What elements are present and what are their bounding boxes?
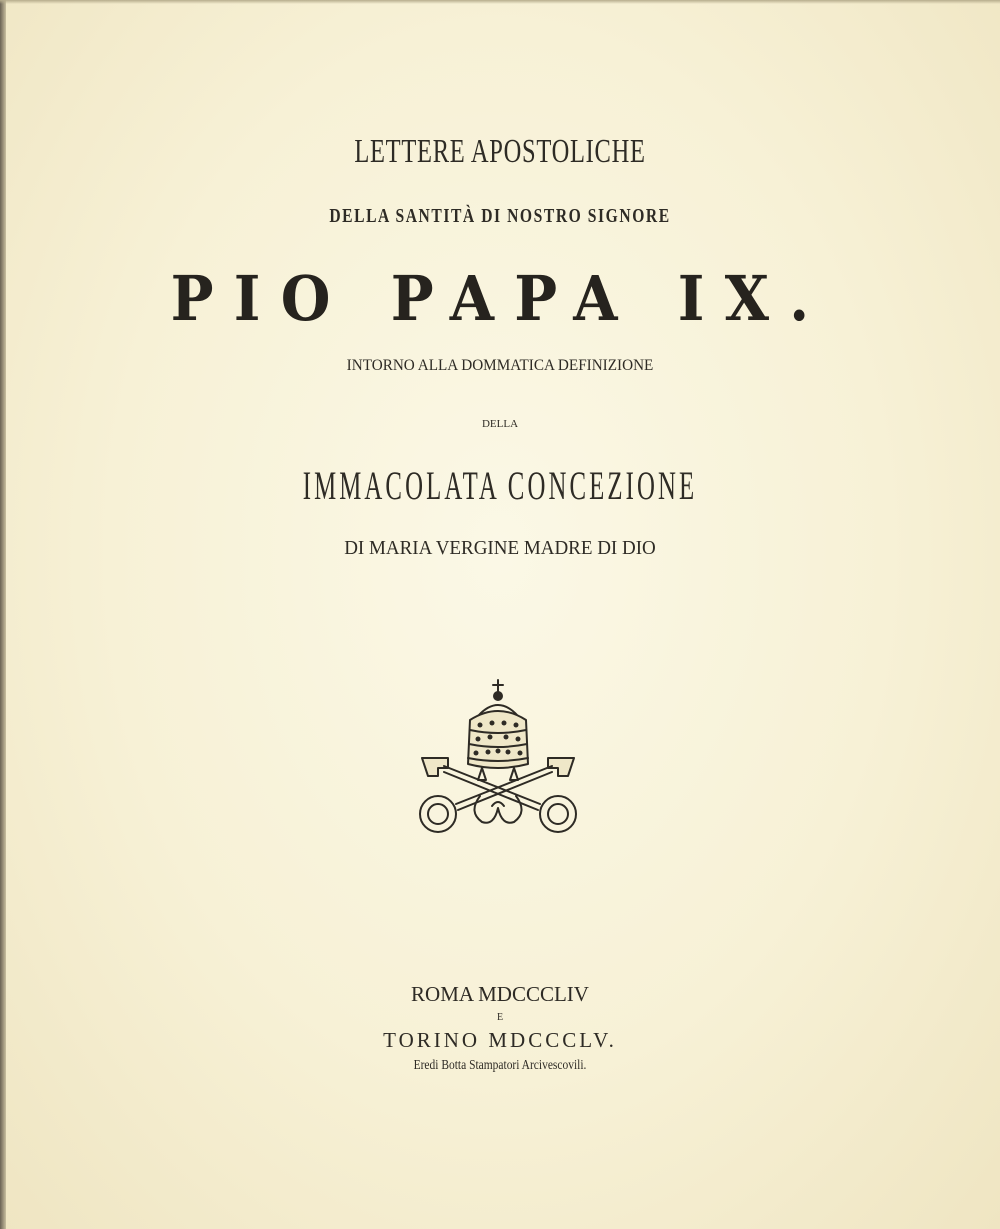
document-subtitle: DELLA SANTITÀ DI NOSTRO SIGNORE	[329, 205, 671, 227]
pope-name-heading: PIO PAPA IX.	[170, 262, 830, 335]
topic-subheading: DI MARIA VERGINE MADRE DI DIO	[344, 537, 656, 559]
imprint-turin: TORINO MDCCCLV.	[383, 1028, 617, 1052]
topic-connector: DELLA	[481, 418, 519, 430]
topic-heading: IMMACOLATA CONCEZIONE	[302, 463, 698, 508]
papal-tiara-crossed-keys-icon	[408, 676, 588, 846]
imprint-conjunction: E	[496, 1012, 504, 1023]
imprint-rome: ROMA MDCCCLIV	[411, 982, 589, 1006]
page-top-shadow	[0, 0, 1000, 4]
document-title: LETTERE APOSTOLICHE	[354, 133, 646, 170]
imprint-printer: Eredi Botta Stampatori Arcivescovili.	[413, 1058, 587, 1073]
topic-intro: INTORNO ALLA DOMMATICA DEFINIZIONE	[346, 357, 654, 374]
